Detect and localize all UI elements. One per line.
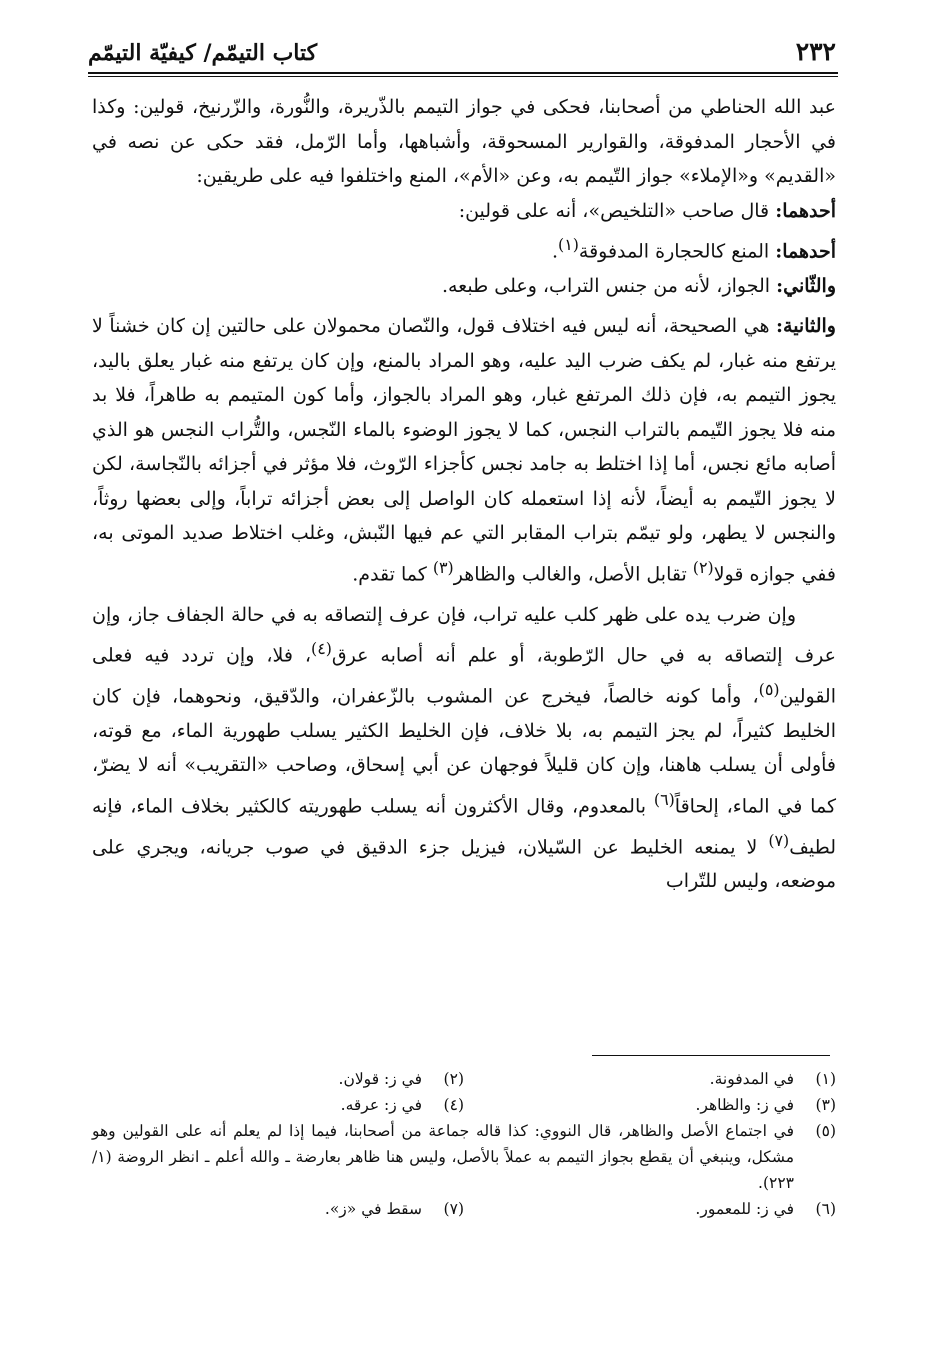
- footnote-text: في ز: قولان.: [338, 1070, 422, 1088]
- footnote-ref-5: (٥): [758, 679, 780, 699]
- way-two-text-a: هي الصحيحة، أنه ليس فيه اختلاف قول، والنّصان محمولان على حالتين إن كان خشناً لا يرتفع منه غبار، لم يكف ضرب اليد عليه، وهو المراد بالمنع، وإن كان يرتفع منه غبار يعلق باليد، يجوز التيمم به، فإن ذلك المرتفع غبار، وهو المراد بالجواز، وأما كون المتيمم به طاهراً، فلا بد منه فلا يجوز التّيمم بالتراب النجس، كما لا يجوز الوضوء بالماء النّجس، والتُّراب النجس هو الذي أصابه مائع نجس، أما إذا اختلط به جامد نجس كأجزاء الرّوث، فلا مؤثر في أجزائه بالنّجاسة، لكن لا يجوز التّيمم به أيضاً، لأنه إذا استعمله كان الواصل إلى بعض أجزائه تراباً، وإلى بعضها روثاً، والنجس لا يطهر، ولو تيمّم بتراب المقابر التي عم فيها النّبش، وغلب اختلاط صديد الموتى به، ففي جوازه قولا: [92, 315, 836, 586]
- footnote-number: (٥): [815, 1122, 836, 1140]
- footnote-number: (١): [815, 1070, 836, 1088]
- footnote-2: [92, 1066, 464, 1092]
- saying-two-label: والثّاني:: [776, 274, 836, 297]
- saying-one: [92, 228, 836, 269]
- way-one-label: أحدهما:: [775, 199, 836, 222]
- footnote-row: [92, 1196, 836, 1222]
- saying-one-end: .: [551, 240, 558, 263]
- footnote-6: [464, 1196, 836, 1222]
- saying-one-label: أحدهما:: [775, 240, 836, 263]
- footnote-text: في ز: للمعمور.: [695, 1200, 794, 1218]
- paragraph-dog-c: ، وأما كونه خالصاً، فيخرج عن المشوب بالزّعفران، والدّقيق، ونحوهما، فإن كان الخليط كثيراً، لم يجز التيمم به، بلا خلاف، فإن الخليط الكثير يسلب طهورية الماء، مع قوته، فأولى أن يسلب هاهنا، وإن كان قليلاً فوجهان عن أبي إسحاق، وصاحب «التقريب» أنه لا يضرّ، كما في الماء، إلحاقاً: [92, 685, 836, 818]
- way-two-text-b: تقابل الأصل، والغالب والظاهر: [453, 563, 693, 586]
- saying-two: [92, 269, 836, 304]
- way-one-text: قال صاحب «التلخيص»، أنه على قولين:: [458, 199, 770, 222]
- footnote-row: [92, 1092, 836, 1118]
- way-two-text-c: كما تقدم.: [352, 563, 433, 586]
- footnote-number: (٦): [815, 1200, 836, 1218]
- footnote-3: [464, 1092, 836, 1118]
- paragraph-opening: عبد الله الحناطي من أصحابنا، فحكى في جواز التيمم بالذّريرة، والنُّورة، والزّرنيخ، قولين: وكذا في الأحجار المدفوقة، والقوارير المسحوقة، وأشباهها، وأما الرّمل، فقد حكى عن نصه في «القديم» و«الإملاء» جواز التّيمم به، وعن «الأم»، المنع واختلفوا فيه على طريقين:: [92, 96, 836, 187]
- footnote-5: [92, 1118, 836, 1196]
- footnote-text: في ز: عرقه.: [340, 1096, 422, 1114]
- footnotes: [92, 1066, 836, 1222]
- footnote-ref-1: (١): [558, 235, 579, 254]
- footnote-text: في اجتماع الأصل والظاهر، قال النووي: كذا قاله جماعة من أصحابنا، فيما إذا لم يعلم أنه على القولين وهو مشكل، وينبغي أن يقطع بجواز التيمم به عملاً بالأصل، وليس هنا ظاهر بعارضة ـ والله أعلم ـ انظر الروضة (١/ ٢٢٣).: [92, 1122, 794, 1192]
- footnote-text: سقط في «ز».: [324, 1200, 422, 1218]
- saying-two-text: الجواز، لأنه من جنس التراب، وعلى طبعه.: [441, 274, 771, 297]
- running-title: كتاب التيمّم/ كيفيّة التيمّم: [88, 40, 318, 66]
- page-header: [88, 28, 836, 70]
- footnote-1: [464, 1066, 836, 1092]
- header-rule: [88, 72, 838, 77]
- page-number: ٢٣٢: [795, 37, 836, 66]
- paragraph-dog-b: ، فلا، وإن تردد فيه فعلى القولين: [92, 644, 836, 708]
- main-text: [92, 90, 836, 899]
- paragraph-dog-e: لا يمنعه الخليط عن السّيلان، فيزيل جزء الدقيق في صوب جريانه، ويجري على موضعه، وليس للتّراب: [92, 835, 836, 893]
- way-two-label: والثانية:: [776, 315, 836, 338]
- way-two: [92, 309, 836, 591]
- footnote-ref-2: (٢): [692, 557, 714, 577]
- footnote-4: [92, 1092, 464, 1118]
- footnote-number: (٣): [815, 1096, 836, 1114]
- footnote-number: (٤): [443, 1096, 464, 1114]
- paragraph-dog-d: بالمعدوم، وقال الأكثرون أنه يسلب طهوريته كالكثير بخلاف الماء، فإنه لطيف: [92, 795, 836, 858]
- footnote-ref-4: (٤): [311, 639, 332, 659]
- paragraph-dog-a: وإن ضرب يده على ظهر كلب عليه تراب، فإن عرف إلتصاقه به في حالة الجفاف جاز، وإن عرف إلتصاقه به في حال الرّطوبة، أو علم أنه أصابه عرق: [92, 603, 836, 667]
- footnote-number: (٢): [443, 1070, 464, 1088]
- footnote-7: [92, 1196, 464, 1222]
- footnote-rule: [592, 1055, 830, 1056]
- footnote-ref-6: (٦): [653, 789, 675, 809]
- footnote-row: [92, 1066, 836, 1092]
- paragraph-dog: [92, 598, 836, 899]
- footnote-number: (٧): [443, 1200, 464, 1218]
- footnote-ref-7: (٧): [768, 830, 790, 850]
- footnote-ref-3: (٣): [432, 557, 454, 577]
- saying-one-text: المنع كالحجارة المدفوقة: [578, 240, 770, 263]
- footnote-text: في ز: والظاهر.: [695, 1096, 794, 1114]
- way-one: [92, 194, 836, 229]
- footnote-text: في المدفونة.: [709, 1070, 794, 1088]
